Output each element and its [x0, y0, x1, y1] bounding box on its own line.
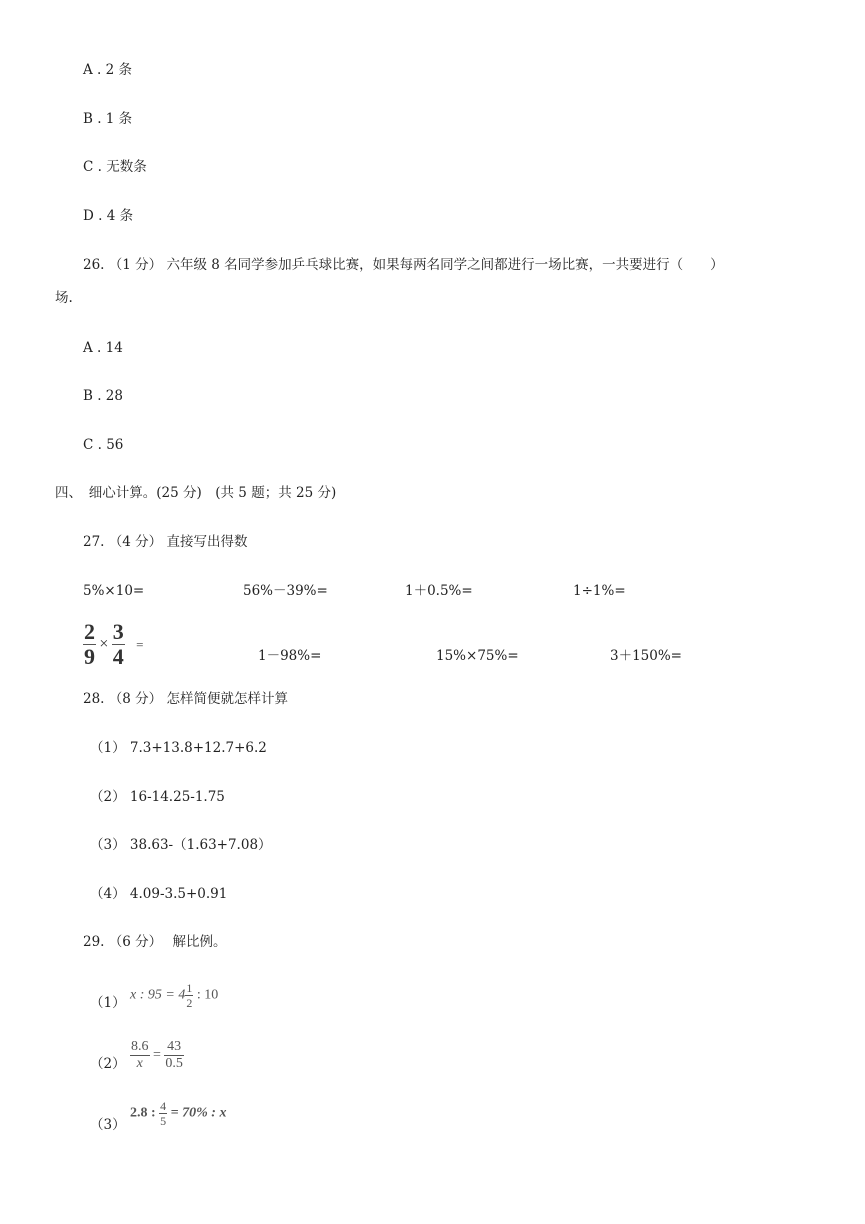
q29-number: 29. — [83, 934, 105, 950]
q29-stem — [83, 933, 226, 951]
q27-score: （4 分） — [108, 534, 163, 550]
q26-stem — [83, 256, 724, 274]
q26-option-b: B . 28 — [83, 388, 123, 404]
q27-item-1: 5%×10= — [83, 583, 145, 599]
q27-item-6: 1－98%= — [258, 648, 322, 664]
q28-text: 怎样简便就怎样计算 — [166, 691, 288, 707]
q29-item-2-label: （2） — [90, 1056, 126, 1072]
q27-item-5 — [83, 621, 144, 668]
fraction-1-2: $\frac{1}{2}$ — [186, 981, 193, 1010]
q27-item-2: 56%－39%= — [243, 583, 328, 599]
fraction-43-0.5: $\frac{43}{0.5}$ — [165, 1039, 183, 1071]
q27-number: 27. — [83, 534, 105, 550]
q29-item-1-label: （1） — [90, 995, 126, 1011]
q28-item-3: （3） 38.63-（1.63+7.08） — [90, 837, 272, 853]
q25-option-d: D . 4 条 — [83, 208, 134, 224]
q29-item-1: x : 95 = 4 $\frac{1}{2}$ : 10 — [130, 981, 219, 1010]
q28-number: 28. — [83, 691, 105, 707]
equals-sign: = — [136, 636, 144, 652]
q25-option-c: C . 无数条 — [83, 159, 147, 175]
q26-stem-cont: 场. — [55, 290, 73, 306]
fraction-3-4: $\frac{3}{4}$ — [112, 619, 124, 669]
q26-number: 26. — [83, 257, 105, 273]
q28-item-1: （1） 7.3+13.8+12.7+6.2 — [90, 740, 267, 756]
fraction-2-9: $\frac{2}{9}$ — [84, 619, 95, 669]
q27-stem — [83, 533, 247, 551]
q28-item-4: （4） 4.09-3.5+0.91 — [90, 886, 228, 902]
q29-item-2: $\frac{8.6}{x}$ = $\frac{43}{0.5}$ — [131, 1039, 183, 1071]
q29-item-3: 2.8 : $\frac{4}{5}$ = 70% : x — [130, 1099, 227, 1128]
q28-stem — [83, 690, 288, 708]
q25-option-b: B . 1 条 — [83, 111, 133, 127]
q28-item-2: （2） 16-14.25-1.75 — [90, 789, 225, 805]
q29-score: （6 分） — [108, 934, 163, 950]
q26-option-a: A . 14 — [83, 340, 123, 356]
q29-item-3-label: （3） — [90, 1117, 126, 1133]
q26-score: （1 分） — [108, 257, 163, 273]
q27-item-3: 1＋0.5%= — [405, 583, 473, 599]
q27-text: 直接写出得数 — [166, 534, 248, 550]
q25-option-a: A . 2 条 — [83, 62, 133, 78]
q26-option-c: C . 56 — [83, 437, 124, 453]
q27-item-8: 3＋150%= — [610, 648, 682, 664]
times-sign: × — [99, 635, 109, 653]
q27-item-4: 1÷1%= — [573, 583, 626, 599]
q27-item-7: 15%×75%= — [436, 648, 519, 664]
fraction-8.6-x: $\frac{8.6}{x}$ — [131, 1039, 149, 1071]
q26-text: 六年级 8 名同学参加乒乓球比赛，如果每两名同学之间都进行一场比赛，一共要进行（ ） — [166, 257, 724, 273]
q29-text: 解比例。 — [172, 934, 227, 950]
fraction-4-5: $\frac{4}{5}$ — [160, 1099, 167, 1128]
section-title: 四、 细心计算。(25 分) (共 5 题；共 25 分) — [55, 485, 337, 501]
q28-score: （8 分） — [108, 691, 163, 707]
